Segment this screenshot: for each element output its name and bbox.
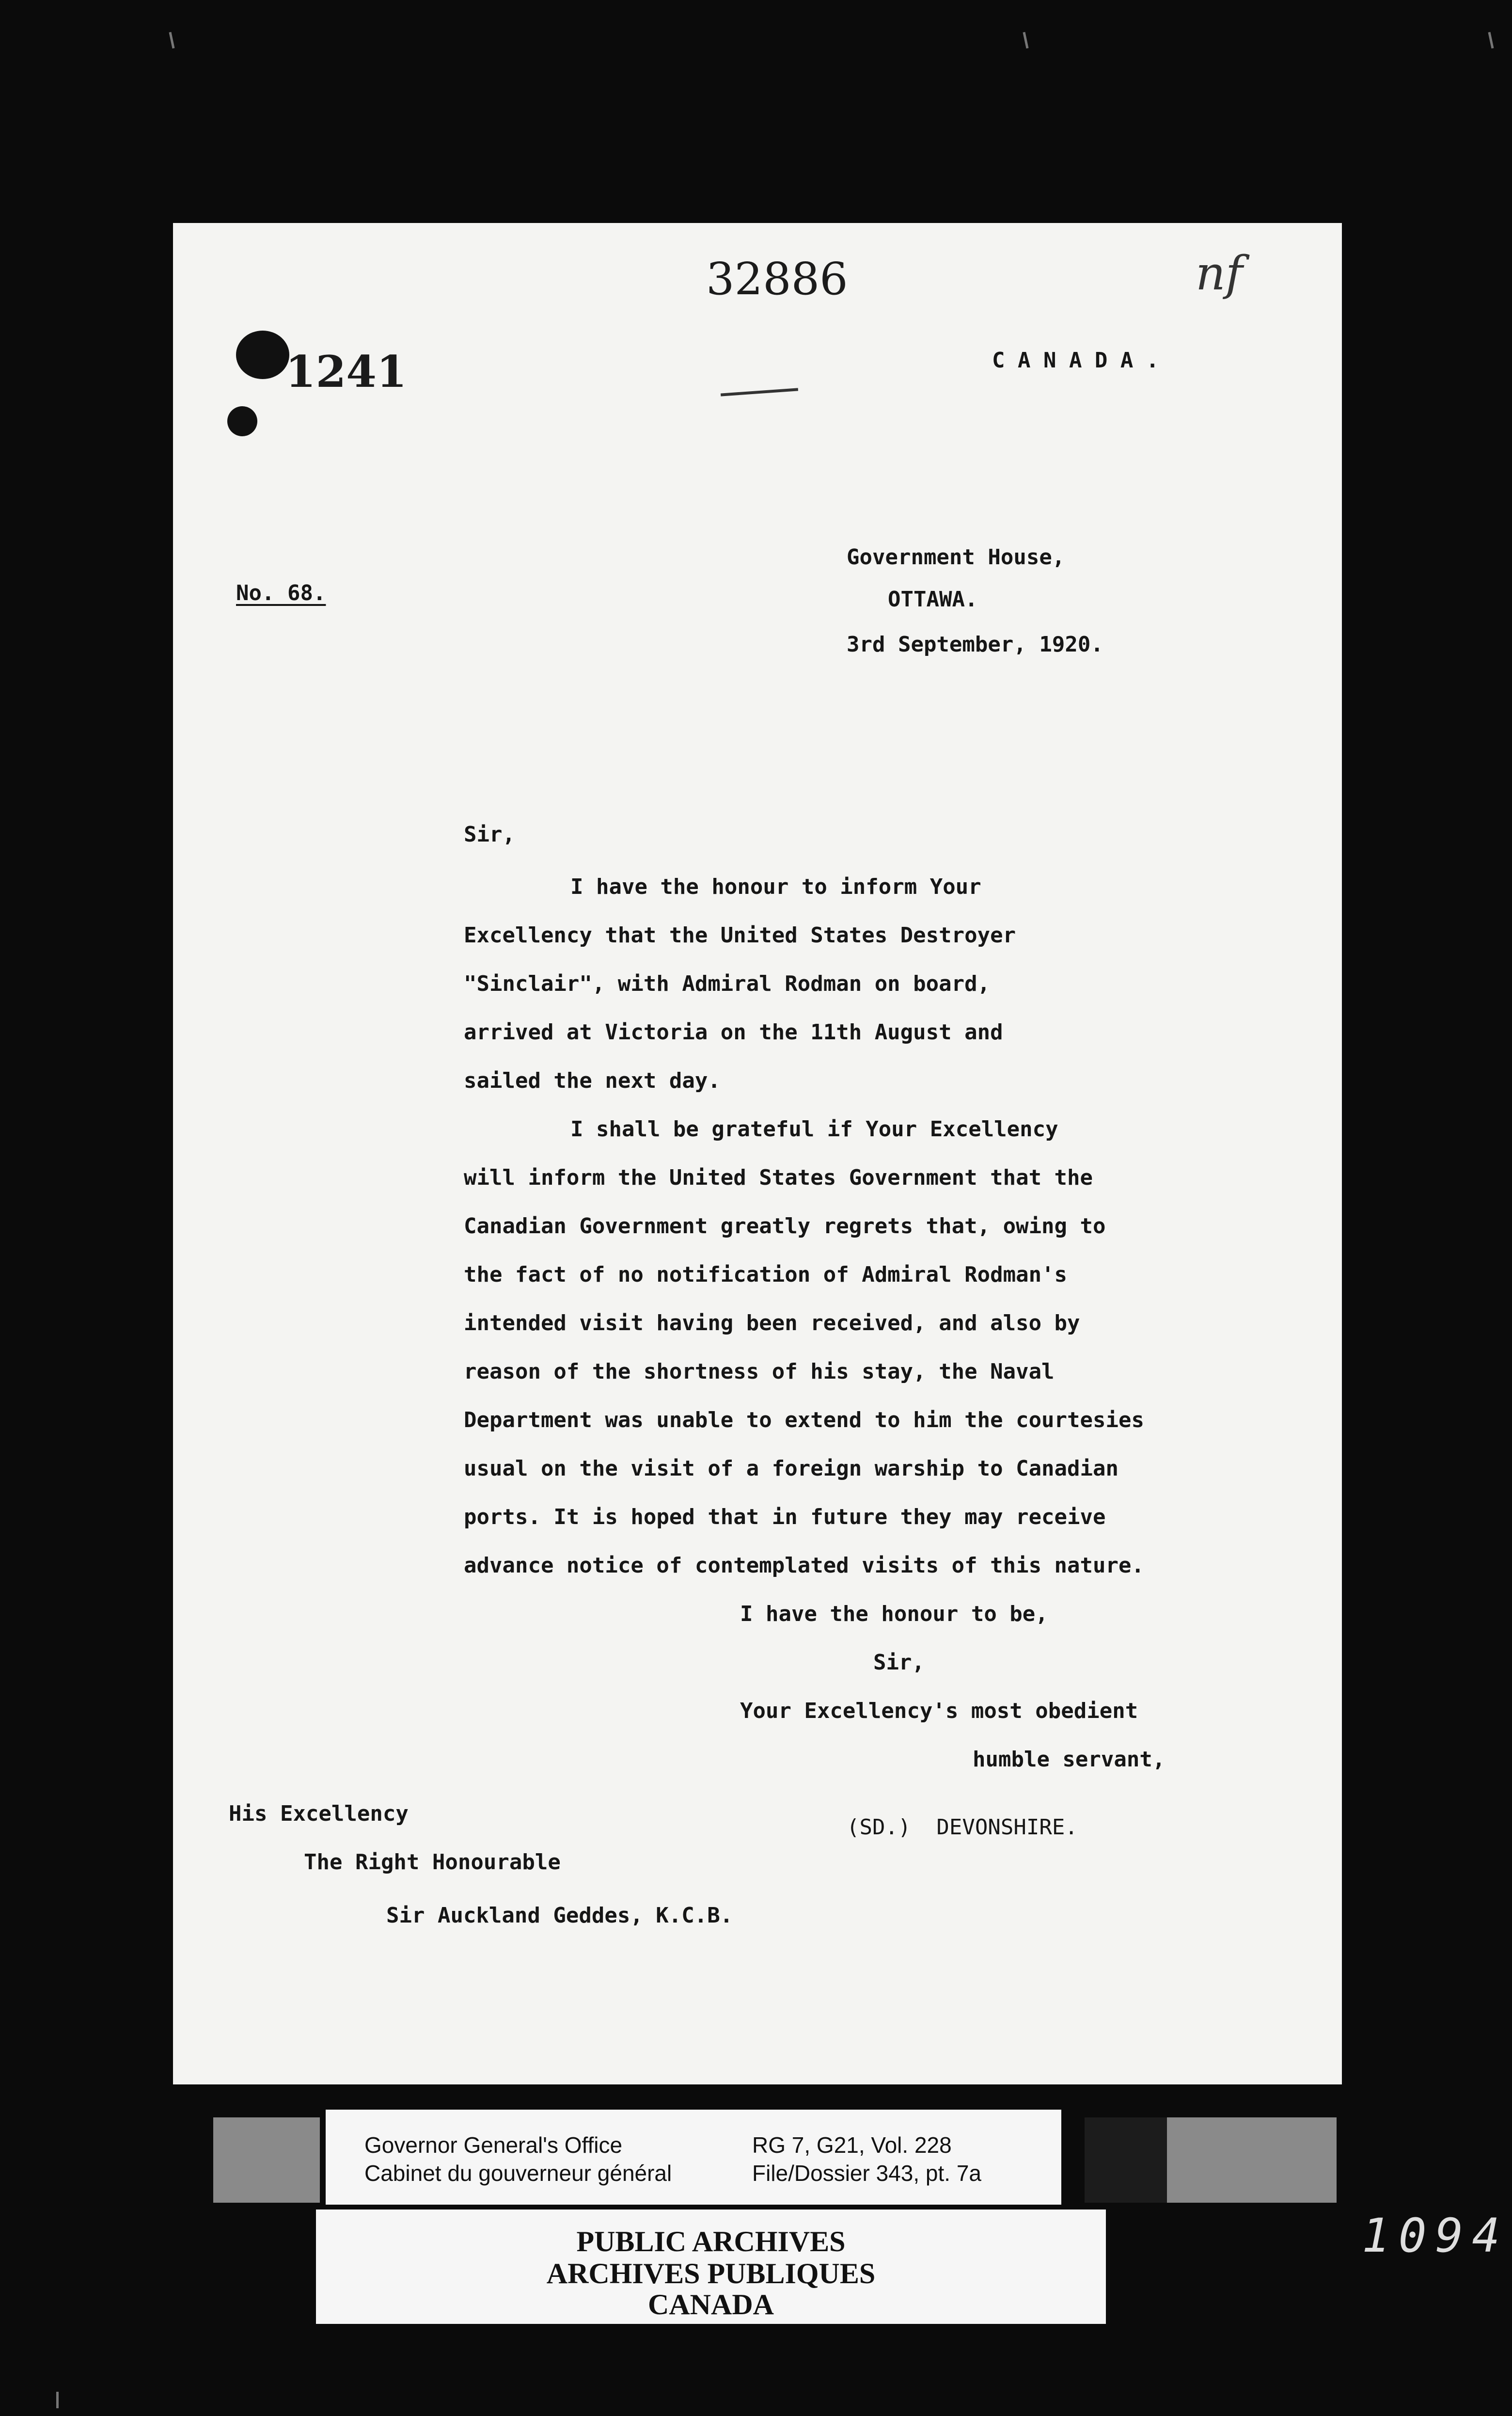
body-line: Department was unable to extend to him the courtesies: [464, 1408, 1144, 1432]
letter-date: 3rd September, 1920.: [847, 632, 1103, 657]
addressee-line-2: The Right Honourable: [304, 1850, 561, 1875]
reference-line-1: RG 7, G21, Vol. 228: [752, 2132, 952, 2158]
film-frame-right: [1085, 2117, 1167, 2203]
body-line: intended visit having been received, and also by: [464, 1311, 1080, 1335]
film-frame-right-edge: [1167, 2117, 1337, 2203]
closing-line-4: humble servant,: [973, 1747, 1166, 1772]
body-line: will inform the United States Government that the: [464, 1165, 1093, 1190]
body-line: "Sinclair", with Admiral Rodman on board,: [464, 971, 991, 996]
handwritten-initials: nf: [1196, 246, 1243, 301]
archives-french: ARCHIVES PUBLIQUES: [546, 2257, 876, 2289]
film-tick: [1488, 32, 1494, 48]
reference-line-2: File/Dossier 343, pt. 7a: [752, 2161, 982, 2186]
body-line: arrived at Victoria on the 11th August and: [464, 1020, 1003, 1045]
addressee-line-1: His Excellency: [229, 1801, 409, 1826]
body-line: Excellency that the United States Destroyer: [464, 923, 1016, 948]
letter-number: No. 68.: [236, 581, 326, 605]
body-line: Canadian Government greatly regrets that, owing to: [464, 1214, 1106, 1239]
film-tick: [169, 32, 175, 48]
film-tick: [56, 2392, 59, 2408]
body-line: I shall be grateful if Your Excellency: [570, 1117, 1058, 1142]
stamp-top-number: 32886: [706, 253, 848, 305]
ink-dot: [227, 406, 257, 436]
signature: (SD.) DEVONSHIRE.: [847, 1815, 1078, 1840]
frame-number: 1094: [1362, 2209, 1509, 2263]
office-french: Cabinet du gouverneur général: [364, 2161, 672, 2186]
body-line: advance notice of contemplated visits of this nature.: [464, 1553, 1144, 1578]
body-line: sailed the next day.: [464, 1068, 721, 1093]
closing-line-3: Your Excellency's most obedient: [740, 1699, 1138, 1723]
address-line-1: Government House,: [847, 545, 1065, 570]
body-line: ports. It is hoped that in future they may receive: [464, 1505, 1106, 1529]
archive-reference-label: [326, 2110, 1061, 2205]
ink-blot: [236, 331, 289, 379]
stamp-file-number: 1241: [285, 346, 407, 397]
body-line: usual on the visit of a foreign warship to Canadian: [464, 1456, 1119, 1481]
letter-page: [173, 223, 1342, 2084]
archives-country: CANADA: [648, 2289, 774, 2321]
salutation: Sir,: [464, 822, 515, 847]
body-line: the fact of no notification of Admiral Rodman's: [464, 1262, 1068, 1287]
archives-english: PUBLIC ARCHIVES: [576, 2225, 846, 2257]
pencil-mark: [721, 388, 798, 396]
public-archives-label: [316, 2209, 1106, 2324]
closing-line-1: I have the honour to be,: [740, 1602, 1048, 1626]
body-line: reason of the shortness of his stay, the Naval: [464, 1359, 1055, 1384]
film-frame-left: [213, 2117, 320, 2203]
body-line: I have the honour to inform Your: [570, 874, 981, 899]
addressee-line-3: Sir Auckland Geddes, K.C.B.: [386, 1903, 733, 1928]
country-heading: C A N A D A .: [992, 348, 1159, 373]
address-line-2: OTTAWA.: [888, 587, 978, 612]
film-tick: [1023, 32, 1029, 48]
closing-line-2: Sir,: [873, 1650, 925, 1675]
office-english: Governor General's Office: [364, 2132, 623, 2158]
